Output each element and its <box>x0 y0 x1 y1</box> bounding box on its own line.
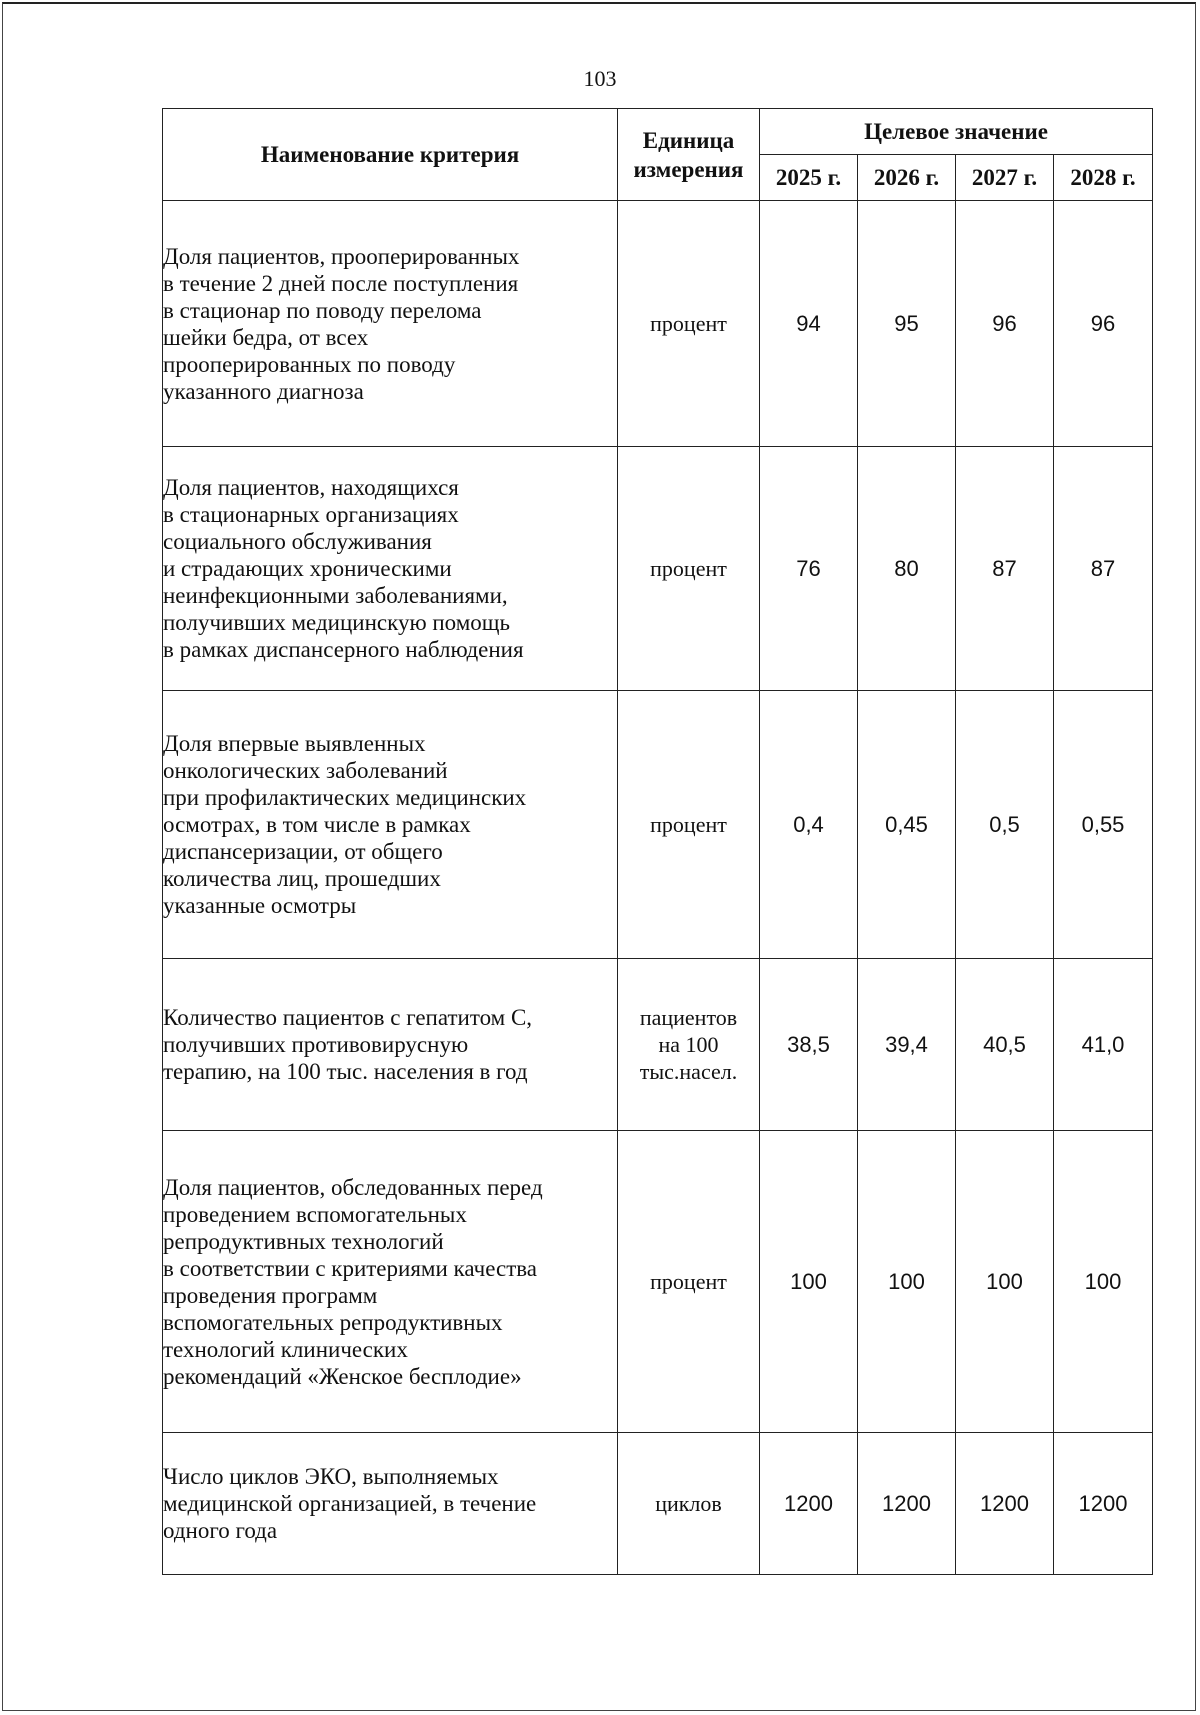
value-2027: 0,5 <box>956 691 1054 959</box>
criterion-name: Доля пациентов, прооперированных в течение 2 дней после поступления в стационар по поводу перелома шейки бедра, от всех прооперированных по поводу указанного диагноза <box>163 201 618 447</box>
header-year-2028: 2028 г. <box>1054 155 1153 201</box>
unit-cell: процент <box>618 1131 760 1433</box>
criteria-table <box>162 108 1153 1575</box>
table-row <box>163 447 1153 691</box>
value-2028: 1200 <box>1054 1433 1153 1575</box>
value-2027: 40,5 <box>956 959 1054 1131</box>
criterion-name: Доля впервые выявленных онкологических заболеваний при профилактических медицинских осмотрах, в том числе в рамках диспансеризации, от общего количества лиц, прошедших указанные осмотры <box>163 691 618 959</box>
criterion-name: Число циклов ЭКО, выполняемых медицинской организацией, в течение одного года <box>163 1433 618 1575</box>
value-2025: 100 <box>760 1131 858 1433</box>
value-2026: 95 <box>858 201 956 447</box>
unit-cell: процент <box>618 447 760 691</box>
value-2028: 41,0 <box>1054 959 1153 1131</box>
unit-cell: процент <box>618 691 760 959</box>
criterion-name: Доля пациентов, находящихся в стационарных организациях социального обслуживания и страдающих хроническими неинфекционными заболеваниями, получивших медицинскую помощь в рамках диспансерного наблюдения <box>163 447 618 691</box>
value-2025: 76 <box>760 447 858 691</box>
table-row <box>163 1131 1153 1433</box>
header-year-2025: 2025 г. <box>760 155 858 201</box>
value-2028: 100 <box>1054 1131 1153 1433</box>
value-2025: 94 <box>760 201 858 447</box>
unit-cell: циклов <box>618 1433 760 1575</box>
header-unit: Единица измерения <box>618 109 760 201</box>
table-row <box>163 959 1153 1131</box>
value-2025: 38,5 <box>760 959 858 1131</box>
value-2027: 100 <box>956 1131 1054 1433</box>
table-row <box>163 691 1153 959</box>
value-2025: 0,4 <box>760 691 858 959</box>
header-criterion-name: Наименование критерия <box>163 109 618 201</box>
value-2027: 87 <box>956 447 1054 691</box>
header-target-value: Целевое значение <box>760 109 1153 155</box>
value-2028: 87 <box>1054 447 1153 691</box>
page-number: 103 <box>583 66 617 91</box>
value-2026: 100 <box>858 1131 956 1433</box>
unit-cell: пациентов на 100 тыс.насел. <box>618 959 760 1131</box>
table-row <box>163 201 1153 447</box>
value-2026: 80 <box>858 447 956 691</box>
criterion-name: Доля пациентов, обследованных перед проведением вспомогательных репродуктивных технологий в соответствии с критериями качества проведения программ вспомогательных репродуктивных технологий клинических рекомендаций «Женское бесплодие» <box>163 1131 618 1433</box>
value-2028: 96 <box>1054 201 1153 447</box>
unit-cell: процент <box>618 201 760 447</box>
value-2026: 39,4 <box>858 959 956 1131</box>
value-2027: 1200 <box>956 1433 1054 1575</box>
header-year-2027: 2027 г. <box>956 155 1054 201</box>
table-row <box>163 1433 1153 1575</box>
value-2025: 1200 <box>760 1433 858 1575</box>
criterion-name: Количество пациентов с гепатитом С, получивших противовирусную терапию, на 100 тыс. населения в год <box>163 959 618 1131</box>
header-year-2026: 2026 г. <box>858 155 956 201</box>
value-2027: 96 <box>956 201 1054 447</box>
value-2026: 1200 <box>858 1433 956 1575</box>
header-row-1 <box>163 109 1153 155</box>
value-2026: 0,45 <box>858 691 956 959</box>
value-2028: 0,55 <box>1054 691 1153 959</box>
